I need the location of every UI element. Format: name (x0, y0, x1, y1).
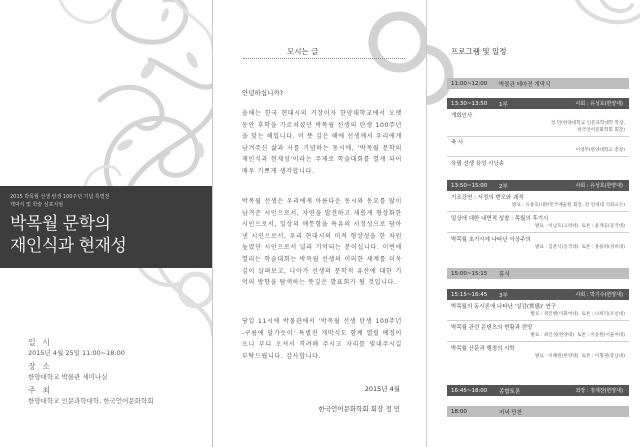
place-label: 장 소 (28, 362, 52, 371)
session-moderator: 사회 : 유성호(한양대) (575, 183, 623, 189)
program-item (447, 345, 629, 360)
schedule-row (447, 98, 629, 109)
schedule-row (447, 78, 629, 89)
place-value: 한양대학교 박물관 세미나실 (28, 373, 108, 381)
session-time: 16:45~18:00 (451, 387, 488, 394)
title-band (0, 186, 213, 268)
program-item-detail (447, 244, 629, 251)
session-bar (447, 180, 629, 191)
discussant: 토론 : 나희덕(조선대) (581, 312, 625, 317)
program-item-title: 박목월 초기시에 나타난 이상주의 (451, 237, 531, 243)
program-item-title: 박목월 산문과 행정의 시학 (451, 346, 515, 352)
session-name: 저녁 만찬 (499, 409, 523, 416)
session-time: 15:15~16:45 (451, 291, 488, 298)
discussant: 토론 : 홍용희(경희대) (581, 245, 625, 250)
letter-signature: 한국언어문화학회 회장 정 민 (318, 405, 400, 413)
host-value: 한양대학교 인문과학대학, 한국언어문화학회 (28, 397, 154, 405)
session-bar (447, 78, 629, 89)
program-item-title: 일상에 대한 내면적 성찰 : 목월의 후기시 (451, 216, 549, 222)
letter-date: 2015년 4월 (364, 385, 400, 393)
schedule-row (447, 406, 629, 417)
schedule-row (447, 385, 629, 396)
event-subtitle-line2: 개막식 및 학술 심포지엄 (10, 202, 64, 208)
session-bar (447, 289, 629, 300)
presenter: 발표 : 이혜원(한양대) (534, 354, 579, 359)
program-item (447, 236, 629, 251)
session-moderator: 좌장 : 정재찬(한양대) (575, 388, 623, 394)
program-item (447, 160, 629, 168)
presenter: 발표 : 이남호(고려대) (534, 224, 579, 229)
invitation-panel (213, 0, 427, 447)
invitation-paragraph-2: 박목월 선생은 우리에게 아름다운 동시와 동요를 많이 남겨준 시인으로서, 자연을 발견하고 새롭게 형상화한 시인으로서, 일상의 애틋함을 특유의 서정성으로 담아낸 시인으로서, 우리 현대시의 미적 형상성을 한 차원 높였던 시인으로서 널리 기억되는 분이십니다. 이번에 열리는 학술대회는 박목월 선생의 이러한 세계를 더욱 깊이 살펴보고, 나아가 선생의 문학적 유산에 대한 기억의 방향을 탐색하는 뜻깊은 발표회가 될 것입니다. (242, 198, 402, 287)
program-panel (427, 0, 640, 447)
program-item (447, 139, 629, 154)
program-item-title: 개회인사 (451, 113, 473, 119)
program-item-detail (447, 353, 629, 360)
program-item (447, 215, 629, 230)
session-time: 13:30~13:50 (451, 100, 488, 107)
date-label: 일 시 (28, 338, 52, 347)
presenter: 발표 : 최인성(한양대) (530, 333, 575, 338)
program-item-detail (447, 223, 629, 230)
session-bar (447, 385, 629, 396)
item-divider (447, 211, 629, 212)
presenter: 발표 : 김춘식(동국대) (534, 245, 579, 250)
event-info (28, 337, 210, 409)
session-moderator: 사회 : 유성호(한양대) (575, 101, 623, 107)
discussant: 토론 : 이승원(서울여대) (577, 333, 625, 338)
session-name: 박물관 테마전 개막식 (499, 81, 551, 88)
session-bar (447, 406, 629, 417)
cover-panel (0, 0, 213, 447)
date-value: 2015년 4월 25일 11:00~18:00 (28, 349, 125, 357)
session-name: 휴식 (499, 271, 510, 278)
schedule-row (447, 180, 629, 191)
discussant: 토론 : 이형권(충남대) (581, 354, 625, 359)
discussant: 토론 : 윤재웅(동국대) (581, 224, 625, 229)
program-item (447, 303, 629, 318)
session-name: 종합토론 (499, 388, 521, 395)
session-time: 15:00~15:15 (451, 270, 488, 277)
program-item-title: 박목월 관련 콘텐츠의 현황과 전망 (451, 325, 533, 331)
session-name: 2부 (499, 183, 508, 190)
program-item-detail (447, 311, 629, 318)
program-item-detail: 정 민(한양대학교 인문과학대학 학장, (550, 121, 625, 126)
schedule-row (447, 289, 629, 300)
presenter: 발표 : 정끝별(이화여대) (530, 312, 579, 317)
session-time: 18:00 (451, 408, 467, 415)
item-divider (447, 232, 629, 233)
schedule-row (447, 268, 629, 279)
session-name: 3부 (499, 292, 508, 299)
session-time: 11:00~12:00 (451, 80, 488, 87)
invitation-paragraph-3: 당일 11시에 박물관에서 '박목월 선생 탄생 100주년 -구름에 달가듯이' 특별전 개막식도 함께 열릴 예정이오니 부디 오셔서 격려해 주시고 자리를 빛내주시길 부탁드립니다. 감사합니다. (242, 318, 402, 360)
program-item-title: 기조강연 : 서정의 변모와 궤적 (451, 195, 524, 201)
session-moderator: 사회 : 박기수(한양대) (575, 292, 623, 298)
program-item-title: 육필 선생 육성 시낭송 (451, 161, 505, 167)
invitation-paragraph-1: 올해는 한국 현대시의 거장이자 한양대학교에서 오랫동안 후학을 가르치셨던 박목월 선생의 탄생 100주년을 맞는 해입니다. 이 뜻 깊은 해에 선생께서 우리에게 남겨주신 삶과 시를 기념하는 동시에, '박목월 문학의 재인식과 현재성'이라는 주제로 학술대회를 열게 되어 매우 기쁘게 생각합니다. (242, 110, 402, 175)
program-item-detail: 한국언어문화학회 회장) (577, 128, 625, 133)
program-item-detail: 이영무(한양대학교 총장) (575, 148, 625, 153)
event-title-line1: 박목월 문학의 (10, 214, 111, 234)
program-item (447, 112, 629, 134)
session-bar (447, 268, 629, 279)
item-divider (447, 156, 629, 157)
program-item-title: 박목월의 동시론에 나타난 '실감(實感)' 연구 (451, 304, 557, 310)
greeting: 안녕하십니까? (242, 89, 284, 97)
program-item-detail (447, 332, 629, 339)
program-item (447, 194, 629, 209)
program-heading: 프로그램 및 일정 (451, 47, 507, 56)
event-title-line2: 재인식과 현재성 (10, 236, 127, 256)
program-item (447, 324, 629, 339)
invitation-heading: 모시는 글 (287, 47, 319, 56)
session-name: 1부 (499, 101, 508, 108)
event-title (10, 213, 210, 257)
host-label: 주 최 (28, 386, 52, 395)
event-subtitle (10, 193, 160, 209)
session-time: 13:50~15:00 (451, 182, 488, 189)
item-divider (447, 341, 629, 342)
item-divider (447, 320, 629, 321)
program-item-detail: 발표 : 유종호(대한민국예술원 회장, 전 연세대 석좌교수) (512, 203, 625, 208)
session-bar (447, 98, 629, 109)
item-divider (447, 136, 629, 137)
event-subtitle-line1: 2015 박목월 선생 탄생 100주년 기념 특별전 (10, 194, 110, 200)
heading-divider (243, 58, 405, 59)
program-item-title: 축 사 (451, 140, 464, 146)
